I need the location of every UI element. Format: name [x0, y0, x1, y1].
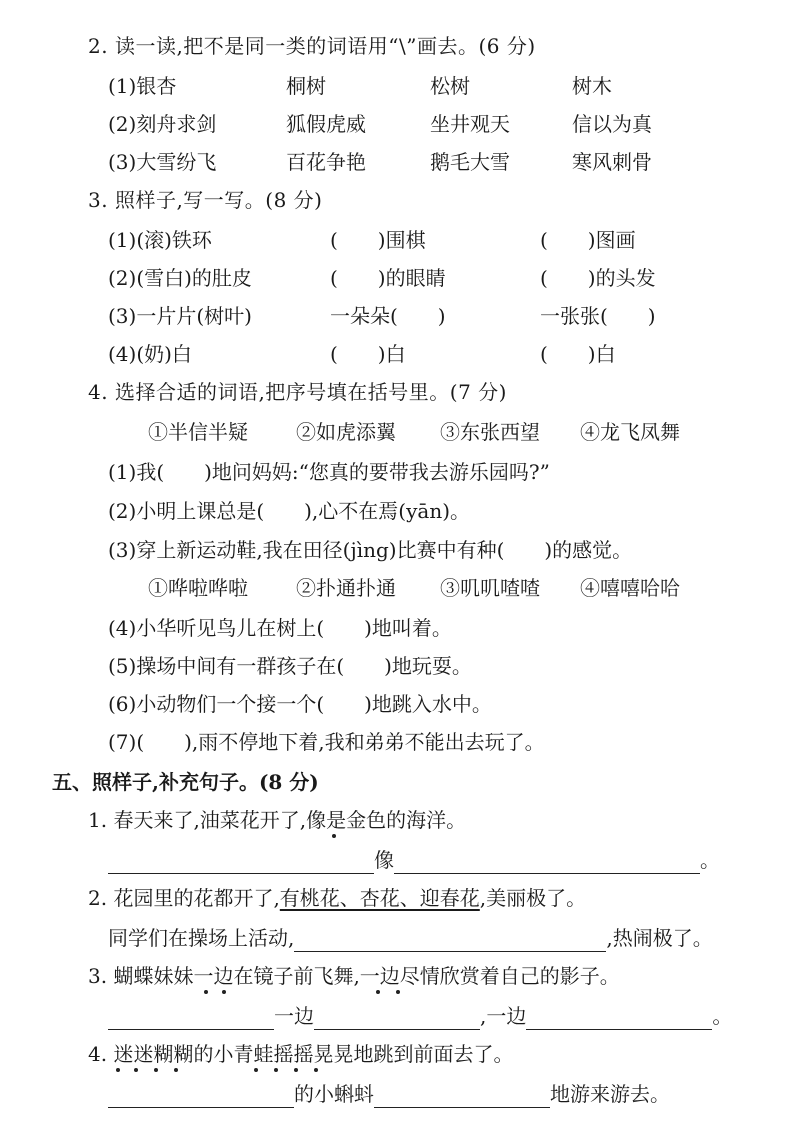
- q4-option: ②如虎添翼: [296, 420, 396, 444]
- q2-word: 松树: [430, 74, 470, 98]
- fill-word: 。: [700, 848, 720, 872]
- q4-option: ①半信半疑: [148, 420, 248, 444]
- q3-item: (1)(滚)铁环: [108, 228, 212, 252]
- q4-option: ③东张西望: [440, 420, 540, 444]
- q2-word: (3)大雪纷飞: [108, 150, 217, 174]
- answer-blank[interactable]: [108, 1005, 274, 1030]
- emphasis-dot: [396, 990, 400, 994]
- fill-word: 一边: [274, 1004, 314, 1028]
- s5-example-1: 1. 春天来了,油菜花开了,像是金色的海洋。: [88, 808, 467, 832]
- q3-item: 一朵朵( ): [330, 304, 446, 328]
- fill-word: 像: [374, 848, 394, 872]
- example-text: 2. 花园里的花都开了,: [88, 886, 280, 910]
- s5-example-3: 3. 蝴蝶妹妹一边在镜子前飞舞,一边尽情欣赏着自己的影子。: [88, 964, 620, 988]
- fill-word: 同学们在操场上活动,: [108, 926, 295, 950]
- q3-item: ( )围棋: [330, 228, 426, 252]
- q4-option: ④嘻嘻哈哈: [580, 576, 680, 600]
- q4-item: (7)( ),雨不停地下着,我和弟弟不能出去玩了。: [108, 730, 545, 754]
- fill-word: 。: [712, 1004, 733, 1028]
- answer-blank[interactable]: [108, 1083, 294, 1108]
- example-text: ,美丽极了。: [479, 886, 587, 910]
- q2-word: (1)银杏: [108, 74, 177, 98]
- q2-word: 狐假虎威: [286, 112, 366, 136]
- emphasis-dot: [134, 1068, 138, 1072]
- emphasis-dot: [332, 834, 336, 838]
- q3-item: (2)(雪白)的肚皮: [108, 266, 252, 290]
- q2-word: (2)刻舟求剑: [108, 112, 217, 136]
- q3-item: (4)(奶)白: [108, 342, 192, 366]
- emphasis-dot: [376, 990, 380, 994]
- emphasis-dot: [294, 1068, 298, 1072]
- s5-fill-4: [108, 1080, 670, 1108]
- q4-item: (4)小华听见鸟儿在树上( )地叫着。: [108, 616, 452, 640]
- q3-item: ( )的眼睛: [330, 266, 446, 290]
- q3-title: 3. 照样子,写一写。(8 分): [88, 188, 323, 212]
- q2-word: 寒风刺骨: [572, 150, 652, 174]
- q3-item: ( )的头发: [540, 266, 656, 290]
- answer-blank[interactable]: [294, 927, 606, 952]
- s5-fill-1: [108, 846, 720, 874]
- emphasis-dot: [174, 1068, 178, 1072]
- q3-item: ( )白: [330, 342, 406, 366]
- q4-option: ④龙飞凤舞: [580, 420, 680, 444]
- q2-title: 2. 读一读,把不是同一类的词语用“\”画去。(6 分): [88, 34, 536, 58]
- q2-word: 坐井观天: [430, 112, 510, 136]
- emphasis-dot: [254, 1068, 258, 1072]
- q3-item: 一张张( ): [540, 304, 656, 328]
- q4-item: (3)穿上新运动鞋,我在田径(jìng)比赛中有种( )的感觉。: [108, 538, 633, 562]
- q4-item: (2)小明上课总是( ),心不在焉(yān)。: [108, 499, 471, 523]
- emphasis-dot: [314, 1068, 318, 1072]
- fill-word: ,一边: [480, 1004, 527, 1028]
- q4-option: ①哗啦哗啦: [148, 576, 248, 600]
- q2-word: 鹅毛大雪: [430, 150, 510, 174]
- answer-blank[interactable]: [314, 1005, 480, 1030]
- q4-title: 4. 选择合适的词语,把序号填在括号里。(7 分): [88, 380, 507, 404]
- s5-fill-2: [108, 924, 713, 952]
- emphasis-dot: [154, 1068, 158, 1072]
- answer-blank[interactable]: [374, 1083, 550, 1108]
- emphasis-dot: [222, 990, 226, 994]
- answer-blank[interactable]: [108, 849, 374, 874]
- emphasis-dot: [274, 1068, 278, 1072]
- q4-item: (6)小动物们一个接一个( )地跳入水中。: [108, 692, 492, 716]
- answer-blank[interactable]: [526, 1005, 712, 1030]
- q2-word: 百花争艳: [286, 150, 366, 174]
- q3-item: ( )图画: [540, 228, 636, 252]
- q3-item: ( )白: [540, 342, 616, 366]
- underlined-phrase: 有桃花、杏花、迎春花: [279, 886, 480, 910]
- q4-item: (5)操场中间有一群孩子在( )地玩耍。: [108, 654, 472, 678]
- q4-option: ③叽叽喳喳: [440, 576, 540, 600]
- emphasis-dot: [204, 990, 208, 994]
- q2-word: 树木: [572, 74, 612, 98]
- q3-item: (3)一片片(树叶): [108, 304, 252, 328]
- emphasis-dot: [116, 1068, 120, 1072]
- section-5-title: 五、照样子,补充句子。(8 分): [52, 770, 319, 794]
- s5-example-2: [88, 884, 586, 912]
- s5-example-4: 4. 迷迷糊糊的小青蛙摇摇晃晃地跳到前面去了。: [88, 1042, 514, 1066]
- s5-fill-3: [108, 1002, 732, 1030]
- fill-word: 地游来游去。: [550, 1082, 670, 1106]
- q4-item: (1)我( )地问妈妈:“您真的要带我去游乐园吗?”: [108, 460, 550, 484]
- fill-word: ,热闹极了。: [606, 926, 713, 950]
- q2-word: 信以为真: [572, 112, 652, 136]
- q4-option: ②扑通扑通: [296, 576, 396, 600]
- answer-blank[interactable]: [394, 849, 700, 874]
- q2-word: 桐树: [286, 74, 326, 98]
- fill-word: 的小蝌蚪: [294, 1082, 374, 1106]
